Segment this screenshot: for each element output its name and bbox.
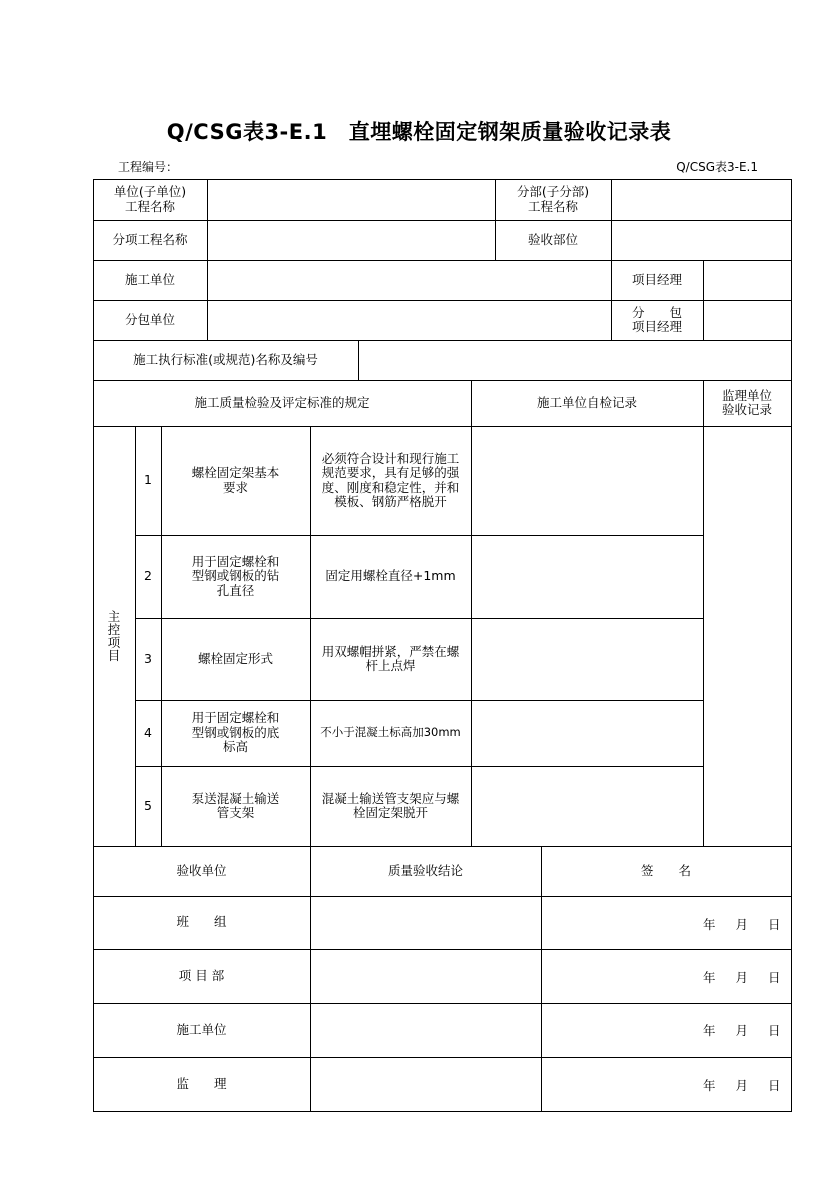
standard-label: 施工执行标准(或规范)名称及编号 [133, 351, 318, 367]
acceptance-row-label: 班 组 [176, 914, 227, 930]
date-field: 年 月 日 [703, 970, 781, 985]
signature-header: 签 名 [640, 862, 691, 878]
item-number: 2 [144, 568, 152, 584]
item-number: 5 [144, 797, 152, 813]
item-requirement: 混凝土输送管支架应与螺 栓固定架脱开 [321, 790, 460, 820]
item-requirement: 必须符合设计和现行施工 规范要求，具有足够的强 度、刚度和稳定性，并和 模板、钢筋严格脱开 [321, 450, 460, 509]
item-name: 泵送混凝土输送 管支架 [191, 790, 280, 820]
self-check-column-header: 施工单位自检记录 [536, 394, 637, 410]
acceptance-row-label: 施工单位 [176, 1021, 227, 1037]
form-code: Q/CSG表3-E.1 [676, 160, 758, 174]
item-name: 螺栓固定形式 [197, 650, 273, 666]
item-name: 用于固定螺栓和 型钢或钢板的底 标高 [191, 710, 280, 755]
item-number: 4 [144, 724, 152, 740]
unit-project-name-label: 单位(子单位) 工程名称 [113, 184, 187, 214]
project-number-label: 工程编号： [118, 160, 179, 174]
item-number: 1 [144, 472, 152, 488]
acceptance-row-label: 监 理 [176, 1075, 227, 1091]
subitem-project-name-label: 分项工程名称 [112, 231, 188, 247]
item-requirement: 不小于混凝土标高加30mm [320, 725, 461, 740]
sub-project-manager-label: 分 包 项目经理 [631, 304, 682, 334]
main-control-label: 主 控 项 目 [107, 608, 121, 664]
acceptance-row-label: 项 目 部 [178, 967, 225, 983]
item-name: 螺栓固定架基本 要求 [191, 465, 280, 495]
acceptance-unit-header: 验收单位 [176, 862, 227, 878]
date-field: 年 月 日 [703, 1023, 781, 1038]
division-project-name-label: 分部(子分部) 工程名称 [516, 184, 590, 214]
item-name: 用于固定螺栓和 型钢或钢板的钻 孔直径 [191, 553, 280, 598]
spec-column-header: 施工质量检验及评定标准的规定 [194, 394, 370, 410]
item-number: 3 [144, 650, 152, 666]
supervisor-column-header: 监理单位 验收记录 [721, 387, 772, 417]
page-title: Q/CSG表3-E.1 直埋螺栓固定钢架质量验收记录表 [166, 120, 672, 144]
subcontractor-label: 分包单位 [124, 311, 175, 327]
contractor-label: 施工单位 [124, 271, 175, 287]
quality-conclusion-header: 质量验收结论 [387, 862, 463, 878]
date-field: 年 月 日 [703, 917, 781, 932]
project-manager-label: 项目经理 [631, 271, 682, 287]
item-requirement: 用双螺帽拼紧，严禁在螺 杆上点焊 [321, 643, 460, 673]
date-field: 年 月 日 [703, 1078, 781, 1093]
acceptance-part-label: 验收部位 [527, 231, 578, 247]
item-requirement: 固定用螺栓直径+1mm [325, 568, 456, 584]
